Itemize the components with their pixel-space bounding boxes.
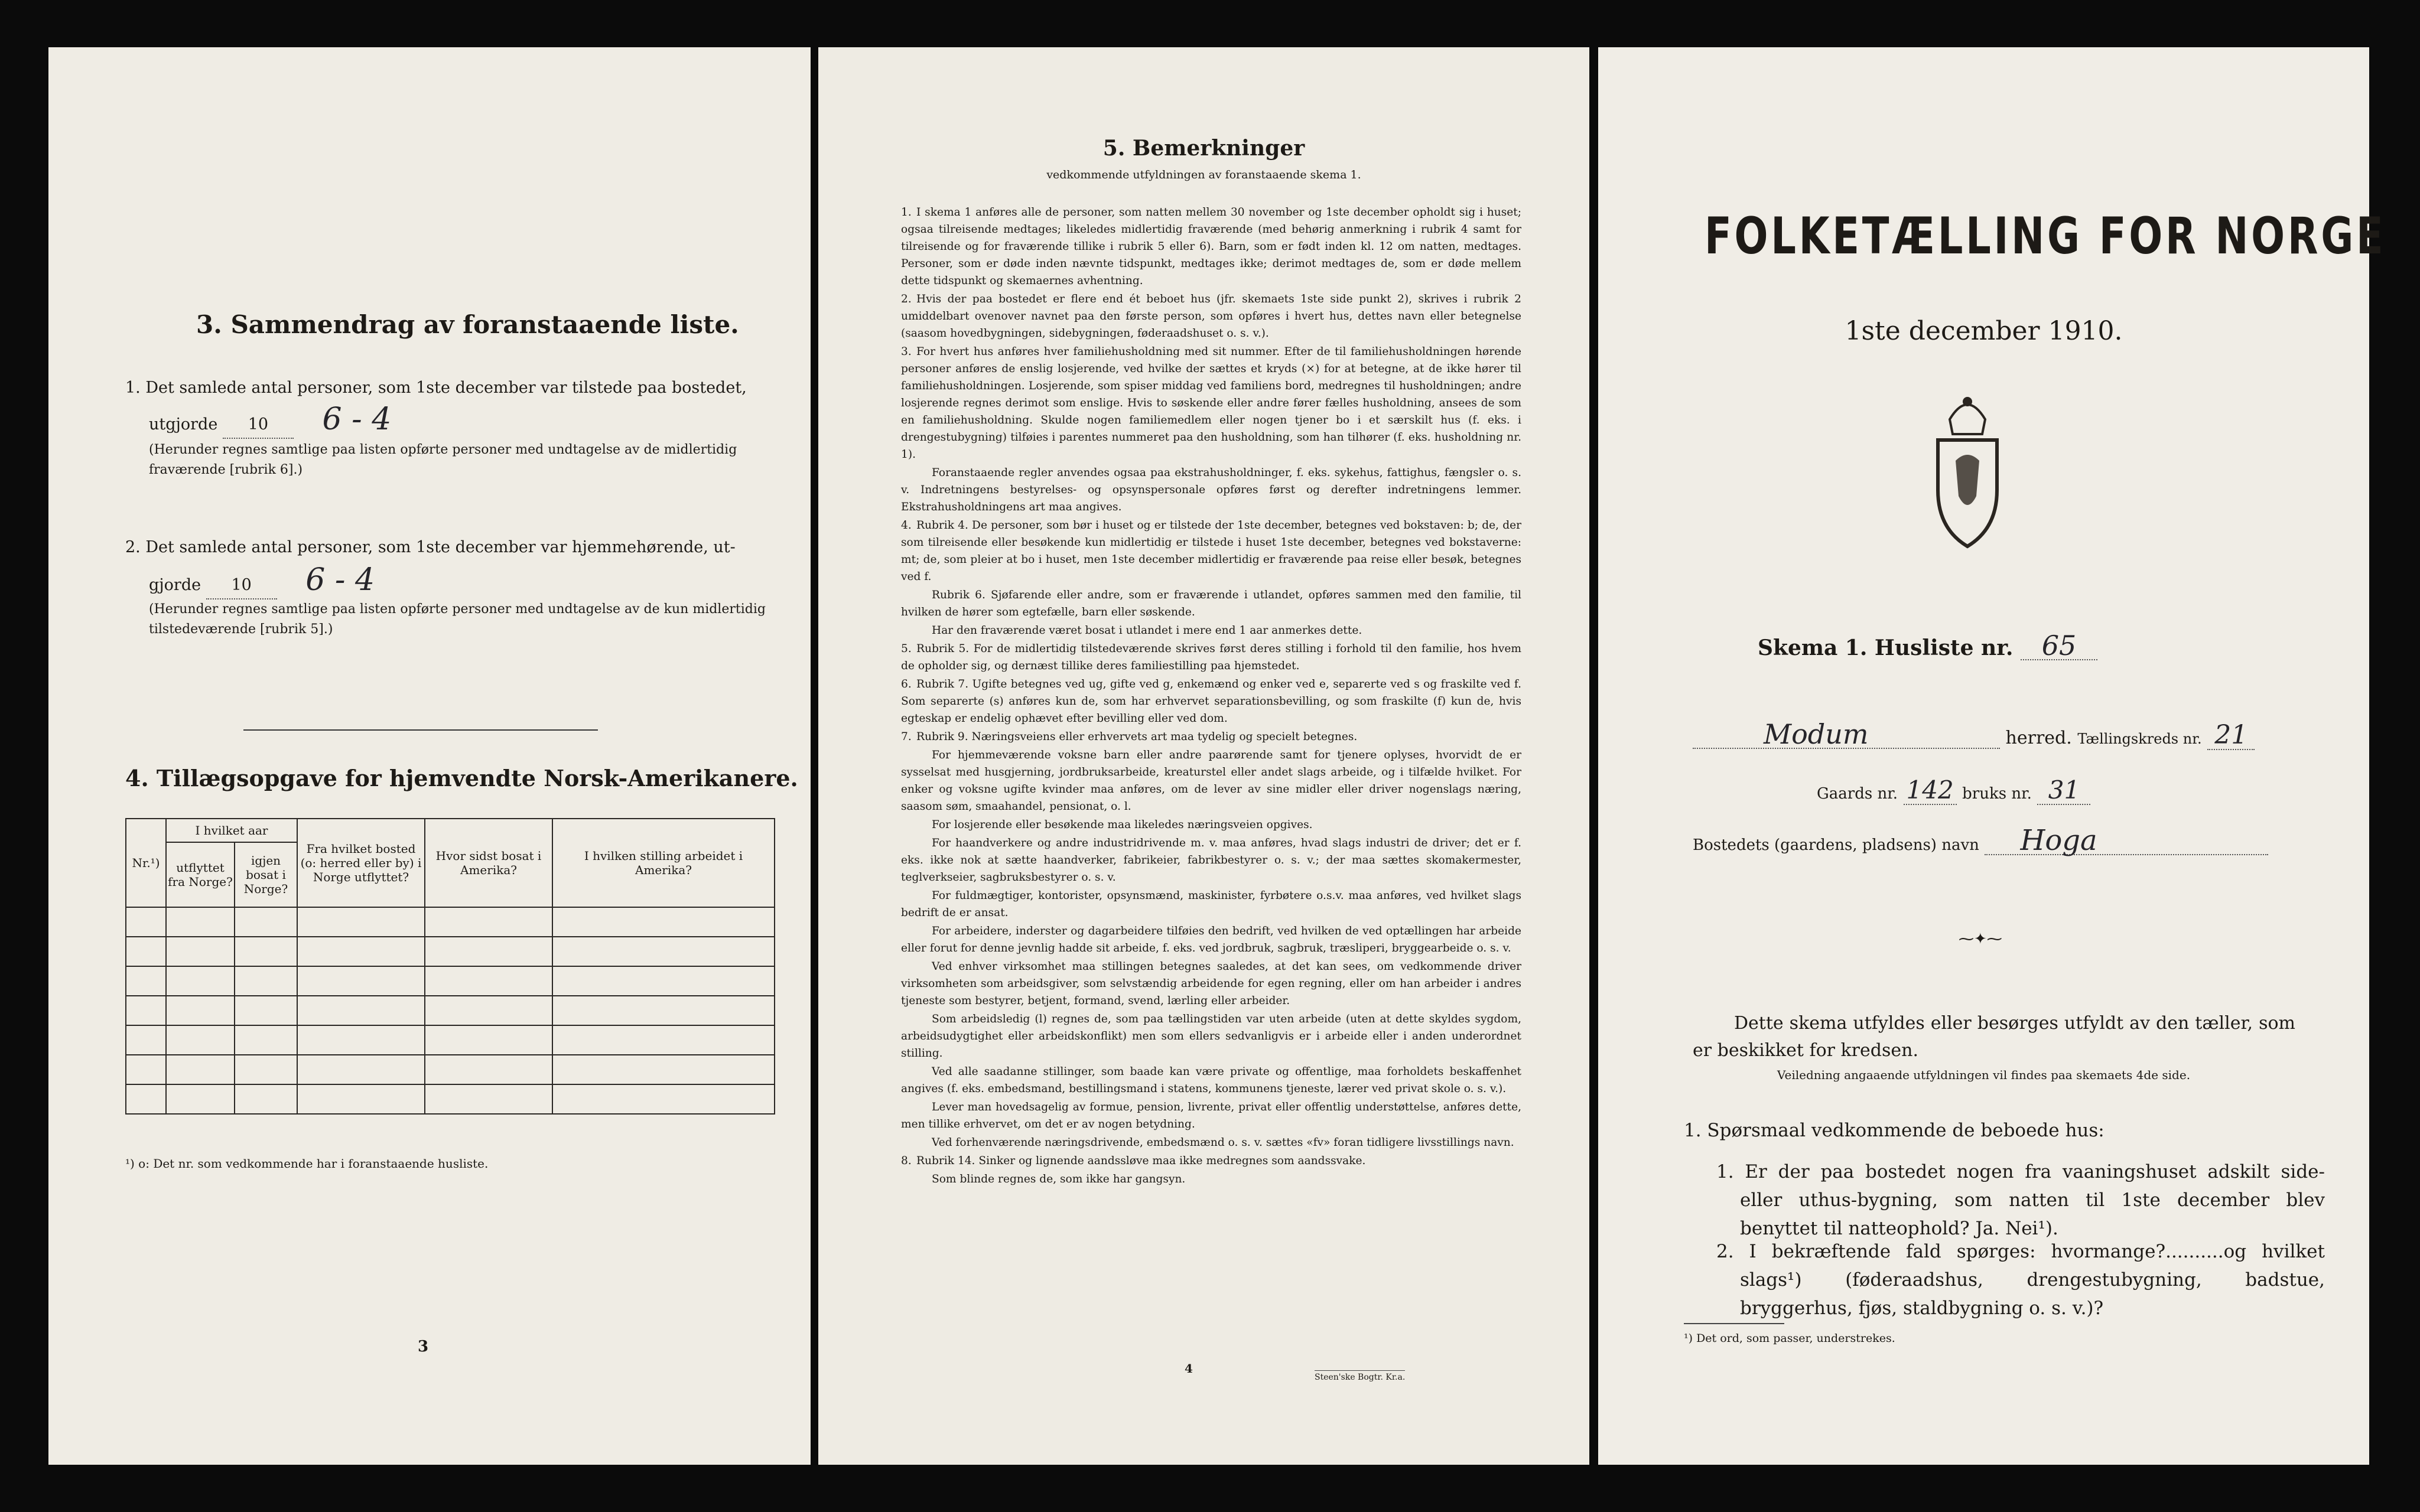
remark-item <box>901 1134 1521 1151</box>
remark-text: Som arbeidsledig (l) regnes de, som paa tællingstiden var uten arbeide (uten at dette skyldes sygdom, arbeidsudygtighet eller arbeidskonflikt) men som ellers sedvanligvis er i arbeide eller i anden underordnet stilling. <box>901 1013 1521 1060</box>
remark-item <box>901 1011 1521 1062</box>
remark-item <box>901 816 1521 833</box>
table-row <box>126 1084 775 1114</box>
section-4-title: 4. Tillægsopgave for hjemvendte Norsk-Amerikanere. <box>125 765 798 791</box>
col-herred: Fra hvilket bosted (o: herred eller by) i Norge utflyttet? <box>297 819 425 907</box>
herred-line: Modum herred. Tællingskreds nr. 21 <box>1693 721 2319 752</box>
remark-text: Som blinde regnes de, som ikke har gangsyn. <box>932 1173 1186 1185</box>
remark-item <box>901 835 1521 886</box>
remark-item <box>901 958 1521 1009</box>
remark-text: Ved forhenværende næringsdrivende, embedsmænd o. s. v. sættes «fv» foran tidligere livsstillings navn. <box>932 1136 1514 1149</box>
skema-line: Skema 1. Husliste nr. 65 <box>1758 632 2097 662</box>
remark-number: 6. <box>901 678 912 690</box>
remark-item <box>901 1063 1521 1097</box>
remark-text: Lever man hovedsagelig av formue, pension, livrente, privat eller offentlig understøttelse, anføres dette, men tillike erhvervet, om det er av nogen betydning. <box>901 1101 1521 1130</box>
remark-item <box>901 622 1521 639</box>
summary-item-1-utgjorde: utgjorde 10 6 - 4 <box>149 406 391 439</box>
norsk-amerikanere-table <box>125 818 775 1115</box>
intro-small: Veiledning angaaende utfyldningen vil findes paa skemaets 4de side. <box>1777 1068 2191 1082</box>
bosted-line: Bostedets (gaardens, pladsens) navn Hoga <box>1693 827 2325 859</box>
summary-item-1-text: 1. Det samlede antal personer, som 1ste december var tilstede paa bostedet, <box>125 379 747 397</box>
remark-text: Rubrik 5. For de midlertidig tilstedeværende skrives først deres stilling i forhold til den familie, hos hvem de opholder sig, og dernæst tillike deres familiestilling paa hjemstedet. <box>901 643 1521 672</box>
table-footnote: ¹) o: Det nr. som vedkommende har i foranstaaende husliste. <box>125 1156 489 1171</box>
question-heading: 1. Spørsmaal vedkommende de beboede hus: <box>1684 1120 2105 1141</box>
remark-item <box>901 676 1521 727</box>
summary-item-1-value: 10 <box>223 412 294 439</box>
remarks-title: 5. Bemerkninger <box>1102 136 1305 161</box>
remark-number: 2. <box>901 293 912 305</box>
remark-number: 8. <box>901 1155 912 1167</box>
table-row <box>126 937 775 966</box>
page-number: 4 <box>1185 1361 1193 1376</box>
remark-text: Hvis der paa bostedet er flere end ét beboet hus (jfr. skemaets 1ste side punkt 2), skrives i rubrik 2 umiddelbart ovenover navnet paa den første person, som opføres i hvert hus, dettes navn eller betegnelse (saasom hovedbygningen, sidebygningen, føderaadshuset o. s. v.). <box>901 293 1521 340</box>
col-stilling: I hvilken stilling arbeidet i Amerika? <box>552 819 775 907</box>
remark-number: 4. <box>901 519 912 532</box>
summary-item-1 <box>125 375 793 401</box>
page-4 <box>818 47 1589 1465</box>
col-aar: I hvilket aar <box>166 819 297 842</box>
remark-item <box>901 747 1521 815</box>
page-3 <box>48 47 811 1465</box>
col-nr: Nr.¹) <box>126 819 166 907</box>
coat-of-arms-icon <box>1923 378 2012 555</box>
gaards-line: Gaards nr. 142 bruks nr. 31 <box>1817 777 2090 807</box>
kreds-nr: 21 <box>2207 722 2255 750</box>
page1-footnote: ¹) Det ord, som passer, understrekes. <box>1684 1332 1895 1345</box>
remark-text: Har den fraværende været bosat i utlandet i mere end 1 aar anmerkes dette. <box>932 624 1362 637</box>
remark-item <box>901 586 1521 621</box>
form-title: FOLKETÆLLING FOR NORGE <box>1705 207 2386 266</box>
remark-item <box>901 517 1521 585</box>
footnote-rule <box>1684 1323 1784 1324</box>
ornament: ⁓✦⁓ <box>1959 930 2002 948</box>
remark-text: Rubrik 6. Sjøfarende eller andre, som er fraværende i utlandet, opføres sammen med den familie, til hvilken de hører som egtefælle, barn eller søskende. <box>901 589 1521 618</box>
remark-item <box>901 343 1521 463</box>
bosted-value: Hoga <box>1985 827 2268 855</box>
printer-mark: Steen'ske Bogtr. Kr.a. <box>1315 1370 1405 1382</box>
summary-item-1-handwritten: 6 - 4 <box>322 402 392 437</box>
table-row <box>126 966 775 996</box>
remark-text: For haandverkere og andre industridrivende m. v. maa anføres, hvad slags industri de driver; det er f. eks. ikke nok at sætte haandverker, fabrikeier, fabrikbestyrer o. s. v.; der maa sættes skomakermester, teglverkseier, sagbruksbestyrer o. s. v. <box>901 837 1521 884</box>
summary-item-2-handwritten: 6 - 4 <box>305 562 375 598</box>
table-row <box>126 1055 775 1084</box>
remark-text: For fuldmægtiger, kontorister, opsynsmænd, maskinister, fyrbøtere o.s.v. maa anføres, ved hvilket slags bedrift de er ansat. <box>901 889 1521 919</box>
table-row <box>126 996 775 1025</box>
summary-item-1-note: (Herunder regnes samtlige paa listen opførte personer med undtagelse av de midlertidig fraværende [rubrik 6].) <box>149 442 737 477</box>
remark-item <box>901 1099 1521 1133</box>
summary-item-2-value: 10 <box>206 572 277 599</box>
table-row <box>126 1025 775 1055</box>
page-number: 3 <box>418 1338 429 1355</box>
bruks-nr: 31 <box>2037 777 2090 805</box>
page-1 <box>1598 47 2386 1465</box>
husliste-nr: 65 <box>2021 632 2097 660</box>
remark-text: For hvert hus anføres hver familiehusholdning med sit nummer. Efter de til familiehusholdningen hørende personer anføres de enslig losjerende, ved hvilke der sættes et kryds (×) for at betegne, at de ikke hører til familiehusholdningen. Losjerende, som spiser middag ved familiens bord, medregnes til husholdningen; andre losjerende regnes derimot som enslige. Hvis to søskende eller andre fører fælles husholdning, ansees de som en familiehusholdning. Skulde nogen familiemedlem eller nogen tjener bo i et særskilt hus (f. eks. i drengestubygning) tilføies i parentes nummeret paa den husholdning, som han tilhører (f. eks. husholdning nr. 1). <box>901 346 1521 461</box>
form-date: 1ste december 1910. <box>1845 316 2123 346</box>
col-utflyttet: utflyttet fra Norge? <box>166 842 235 907</box>
gaards-nr: 142 <box>1904 777 1957 805</box>
summary-item-2-note: (Herunder regnes samtlige paa listen opførte personer med undtagelse av de kun midlertidig tilstedeværende [rubrik 5].) <box>149 602 766 637</box>
col-bosat: igjen bosat i Norge? <box>235 842 297 907</box>
summary-item-2-utgjorde: gjorde 10 6 - 4 <box>149 567 375 599</box>
remark-text: Foranstaaende regler anvendes ogsaa paa ekstrahusholdninger, f. eks. sykehus, fattighus, fængsler o. s. v. Indretningens bestyrelses- og opsynspersonale opføres først og derefter indretningens lemmer. Ekstrahusholdningens art maa angives. <box>901 467 1521 513</box>
remark-item <box>901 640 1521 674</box>
remark-item <box>901 464 1521 516</box>
question-1: 1. Er der paa bostedet nogen fra vaaningshuset adskilt side- eller uthus-bygning, som natten til 1ste december blev benyttet til natteophold? Ja. Nei¹). <box>1716 1161 2325 1239</box>
intro-text: Dette skema utfyldes eller besørges utfyldt av den tæller, som er beskikket for kredsen. <box>1693 1013 2295 1061</box>
remark-text: Rubrik 9. Næringsveiens eller erhvervets art maa tydelig og specielt betegnes. <box>916 731 1358 743</box>
remark-item <box>901 291 1521 342</box>
remark-text: Rubrik 7. Ugifte betegnes ved ug, gifte ved g, enkemænd og enker ved e, separerte ved s og fraskilte ved f. Som separerte (s) anføres kun de, som har erhvervet separationsbevilling, og som fraskilte (f) kun de, hvis egteskap er endelig ophævet efter bevilling eller ved dom. <box>901 678 1521 725</box>
remark-text: For hjemmeværende voksne barn eller andre paarørende samt for tjenere oplyses, hvorvidt de er sysselsat med husgjerning, jordbruksarbeide, kreaturstel eller andet slags arbeide, og i tilfælde hvilket. For enker og voksne ugifte kvinder maa anføres, om de lever av sine midler eller driver nogenslags næring, saasom søm, smaahandel, pensionat, o. l. <box>901 749 1521 813</box>
divider <box>243 729 598 731</box>
remark-item <box>901 728 1521 745</box>
remark-item <box>901 923 1521 957</box>
remark-number: 1. <box>901 206 912 219</box>
remark-item <box>901 887 1521 921</box>
remark-text: Rubrik 14. Sinker og lignende aandssløve maa ikke medregnes som aandssvake. <box>916 1155 1366 1167</box>
summary-item-2-text: 2. Det samlede antal personer, som 1ste december var hjemmehørende, ut- <box>125 538 736 556</box>
remark-item <box>901 1152 1521 1169</box>
remark-number: 3. <box>901 346 912 358</box>
col-sidst: Hvor sidst bosat i Amerika? <box>425 819 552 907</box>
remark-number: 7. <box>901 731 912 743</box>
remark-item <box>901 1171 1521 1188</box>
remark-text: Ved alle saadanne stillinger, som baade kan være private og offentlige, maa forholdets beskaffenhet angives (f. eks. embedsmand, bestillingsmand i statens, kommunens tjeneste, lærer ved privat skole o. s. v.). <box>901 1065 1521 1095</box>
section-3-title: 3. Sammendrag av foranstaaende liste. <box>196 310 739 339</box>
table-row <box>126 907 775 937</box>
remarks-subtitle: vedkommende utfyldningen av foranstaaende skema 1. <box>1046 168 1361 181</box>
remark-text: Rubrik 4. De personer, som bør i huset og er tilstede der 1ste december, betegnes ved bokstaven: b; de, der som tilreisende eller besøkende kun midlertidig er tilstede i huset 1ste december, betegnes ved bokstaverne: mt; de, som pleier at bo i huset, men 1ste december midlertidig er fraværende paa reise eller besøk, betegnes ved f. <box>901 519 1521 583</box>
question-2: 2. I bekræftende fald spørges: hvormange?..........og hvilket slags¹) (føderaadshus, drengestubygning, badstue, bryggerhus, fjøs, staldbygning o. s. v.)? <box>1716 1241 2325 1319</box>
remark-text: I skema 1 anføres alle de personer, som natten mellem 30 november og 1ste december opholdt sig i huset; ogsaa tilreisende medtages; likeledes midlertidig fraværende (med behørig anmerkning i rubrik 4 samt for tilreisende og for fraværende tillike i rubrik 5 eller 6). Barn, som er født inden kl. 12 om natten, medtages. Personer, som er døde inden nævnte tidspunkt, medtages ikke; derimot medtages de, som er døde mellem dette tidspunkt og skemaernes avhentning. <box>901 206 1521 287</box>
remark-text: For losjerende eller besøkende maa likeledes næringsveien opgives. <box>932 819 1313 831</box>
remark-text: For arbeidere, inderster og dagarbeidere tilføies den bedrift, ved hvilken de ved optællingen har arbeide eller forut for denne jevnlig hadde sit arbeide, f. eks. ved jordbruk, sagbruk, træsliperi, bryggearbeide o. s. v. <box>901 925 1521 954</box>
herred-value: Modum <box>1693 721 2000 749</box>
remark-item <box>901 204 1521 289</box>
remarks-list <box>901 204 1521 1189</box>
remark-text: Ved enhver virksomhet maa stillingen betegnes saaledes, at det kan sees, om vedkommende driver virksomheten som arbeidsgiver, som selvstændig arbeidende for egen regning, eller om han arbeider i andres tjeneste som bestyrer, betjent, formand, svend, lærling eller arbeider. <box>901 960 1521 1007</box>
remark-number: 5. <box>901 643 912 655</box>
